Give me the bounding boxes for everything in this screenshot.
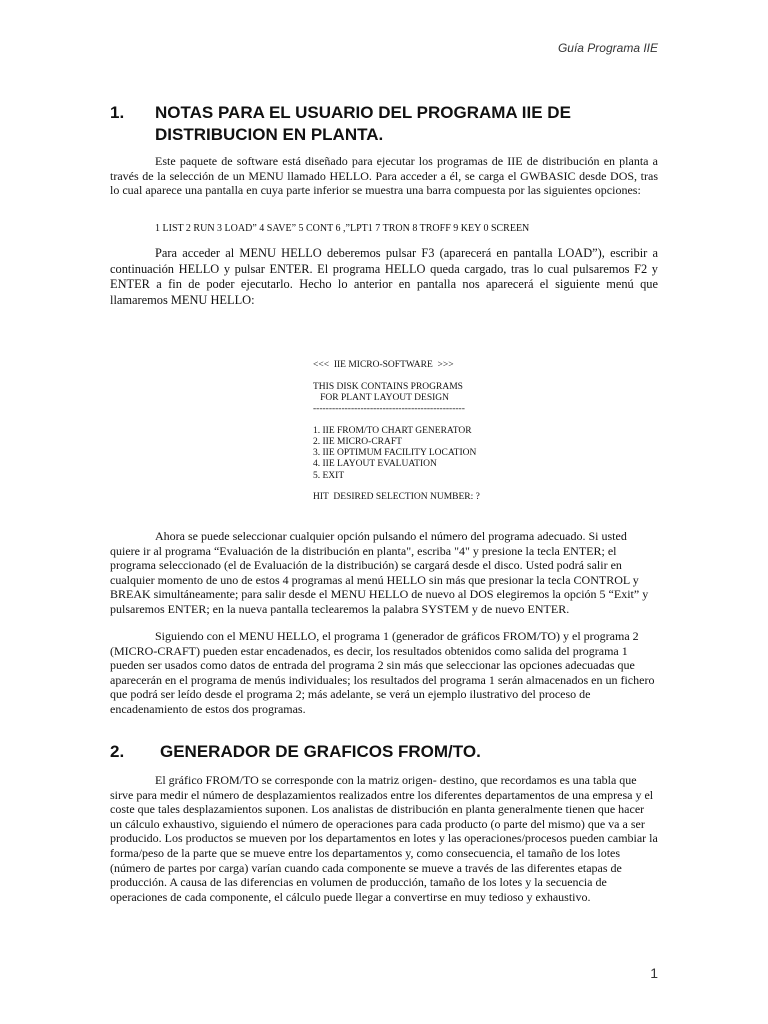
gwbasic-options-bar: 1 LIST 2 RUN 3 LOAD” 4 SAVE” 5 CONT 6 ,”LPT1 7 TRON 8 TROFF 9 KEY 0 SCREEN (155, 223, 530, 234)
section-1-number: 1. (110, 103, 125, 122)
menu-item: 1. IIE FROM/TO CHART GENERATOR (313, 426, 472, 436)
menu-separator: ------------------------------------------------ (313, 404, 465, 414)
section-1-title: NOTAS PARA EL USUARIO DEL PROGRAMA IIE DE DISTRIBUCION EN PLANTA. (155, 103, 571, 144)
menu-item: 5. EXIT (313, 471, 345, 481)
menu-description-line-1: THIS DISK CONTAINS PROGRAMS (313, 382, 463, 392)
menu-item: 3. IIE OPTIMUM FACILITY LOCATION (313, 448, 477, 458)
section-2-title: GENERADOR DE GRAFICOS FROM/TO. (160, 742, 481, 761)
page-number: 1 (650, 965, 658, 981)
menu-banner: <<< IIE MICRO-SOFTWARE >>> (313, 360, 454, 370)
section-1-paragraph-3: Ahora se puede seleccionar cualquier opción pulsando el número del programa adecuado. Si usted quiere ir al programa “Evaluación de la distribución en planta", escriba "4" y presione la tecla ENTER; el programa seleccionado (el de Evaluación de la distribución) se cargará desde el disco. Usted podrá salir en cualquier momento de uno de estos 4 programas al menú HELLO sin más que presionar la tecla CONTROL y BREAK simultáneamente; para salir desde el MENU HELLO de nuevo al DOS elegiremos la opción 5 “Exit” y pulsaremos ENTER; en la nueva pantalla teclearemos la palabra SYSTEM y de nuevo ENTER. (110, 529, 649, 616)
section-1-paragraph-2: Para acceder al MENU HELLO deberemos pulsar F3 (aparecerá en pantalla LOAD”), escribir a continuación HELLO y pulsar ENTER. El programa HELLO queda cargado, tras lo cual pulsaremos F2 y ENTER a fin de poder ejecutarlo. Hecho lo anterior en pantalla nos aparecerá el siguiente menú que llamaremos MENU HELLO: (110, 246, 658, 307)
section-2-paragraph-1: El gráfico FROM/TO se corresponde con la matriz origen- destino, que recordamos es una tabla que sirve para medir el número de desplazamientos realizados entre los diferentes departamentos de una empresa y el coste que tales desplazamientos suponen. Los analistas de distribución en planta generalmente tienen que hacer un cálculo exhaustivo, siguiendo el número de operaciones para cada producto (o parte del mismo) que va a ser producido. Los productos se mueven por los departamentos en lotes y las operaciones/procesos pueden cambiar la forma/peso de la parte que se mueve entre los departamentos y, como consecuencia, el tamaño de los lotes (número de partes por carga) varían cuando cada componente se mueve a través de las diferentes etapas de producción. A causa de las diferencias en volumen de producción, tamaño de los lotes y la secuencia de operaciones de cada componente, el cálculo puede llegar a convertirse en muy tedioso y exhaustivo. (110, 773, 658, 904)
menu-item: 4. IIE LAYOUT EVALUATION (313, 459, 437, 469)
menu-prompt: HIT DESIRED SELECTION NUMBER: ? (313, 492, 480, 502)
menu-item: 2. IIE MICRO-CRAFT (313, 437, 402, 447)
running-header: Guía Programa IIE (557, 41, 658, 55)
section-1-paragraph-4: Siguiendo con el MENU HELLO, el programa 1 (generador de gráficos FROM/TO) y el programa 2 (MICRO-CRAFT) pueden estar encadenados, es decir, los resultados obtenidos como salida del programa 1 pueden ser usados como datos de entrada del programa 2 sin más que seleccionar las opciones adecuadas que aparecerán en el programa de menús individuales; los resultados del programa 1 serán almacenados en un fichero que podrá ser leído desde el programa 2; más adelante, se verá un ejemplo ilustrativo del proceso de encadenamiento de estos dos programas. (110, 629, 655, 716)
section-2-number: 2. (110, 742, 125, 761)
section-1-paragraph-1: Este paquete de software está diseñado para ejecutar los programas de IIE de distribución en planta a través de la selección de un MENU llamado HELLO. Para acceder a él, se carga el GWBASIC desde DOS, tras lo cual aparece una pantalla en cuya parte inferior se muestra una barra compuesta por las siguientes opciones: (110, 154, 658, 198)
menu-description-line-2: FOR PLANT LAYOUT DESIGN (313, 393, 450, 403)
